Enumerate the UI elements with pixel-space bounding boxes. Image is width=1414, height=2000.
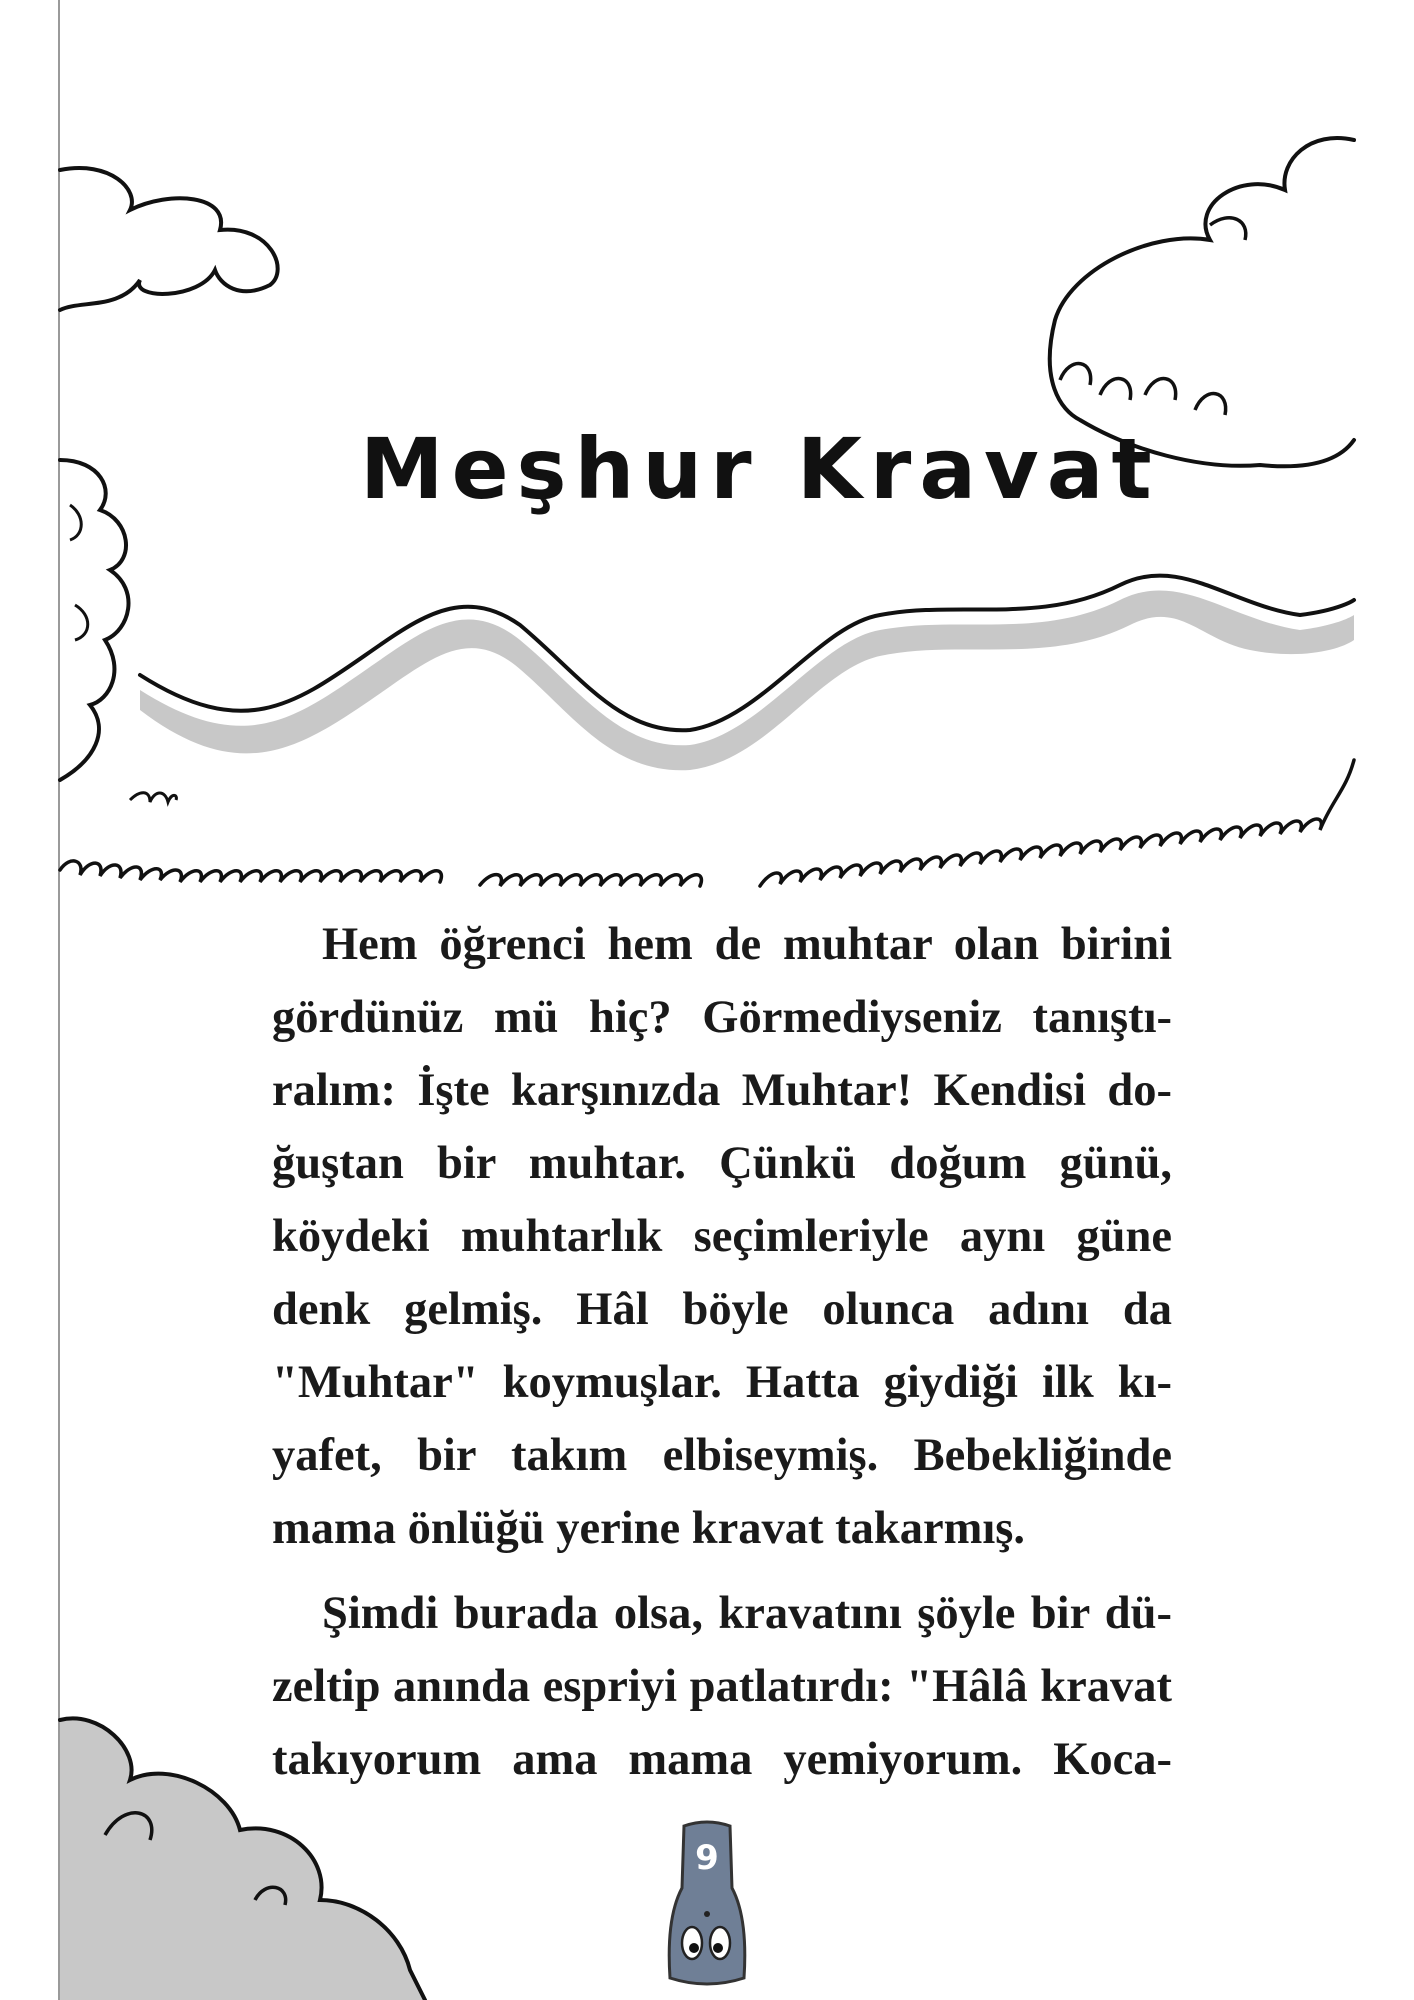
bush-left-icon	[60, 460, 129, 780]
text-line: takıyorum ama mama yemiyorum. Koca-	[272, 1734, 1172, 1785]
text-line: zeltip anında espriyi patlatırdı: "Hâlâ kravat	[272, 1661, 1172, 1712]
grass-line	[60, 861, 441, 882]
chapter-title: Meşhur Kravat	[360, 420, 1160, 518]
page-number: 9	[695, 1838, 719, 1878]
text-line: mama önlüğü yerine kravat takarmış.	[272, 1503, 1026, 1554]
cloud-top-right-icon	[1050, 138, 1354, 466]
text-line: köydeki muhtarlık seçimleriyle aynı güne	[272, 1211, 1172, 1262]
text-line: ğuştan bir muhtar. Çünkü doğum günü,	[272, 1138, 1172, 1189]
paragraph	[272, 908, 1172, 1565]
text-line: denk gelmiş. Hâl böyle olunca adını da	[272, 1284, 1172, 1335]
body-text	[272, 908, 1172, 1808]
hills-shadow	[140, 591, 1354, 771]
text-line: "Muhtar" koymuşlar. Hatta giydiği ilk kı-	[272, 1357, 1172, 1408]
text-line: gördünüz mü hiç? Görmediyseniz tanıştı-	[272, 992, 1172, 1043]
text-line: yafet, bir takım elbiseymiş. Bebekliğinde	[272, 1430, 1172, 1481]
text-line: ralım: İşte karşınızda Muhtar! Kendisi do-	[272, 1065, 1172, 1116]
cloud-top-left-icon	[60, 168, 278, 310]
paragraph	[272, 1577, 1172, 1796]
text-line: Hem öğrenci hem de muhtar olan birini	[322, 919, 1172, 970]
text-line: Şimdi burada olsa, kravatını şöyle bir dü-	[322, 1588, 1172, 1639]
